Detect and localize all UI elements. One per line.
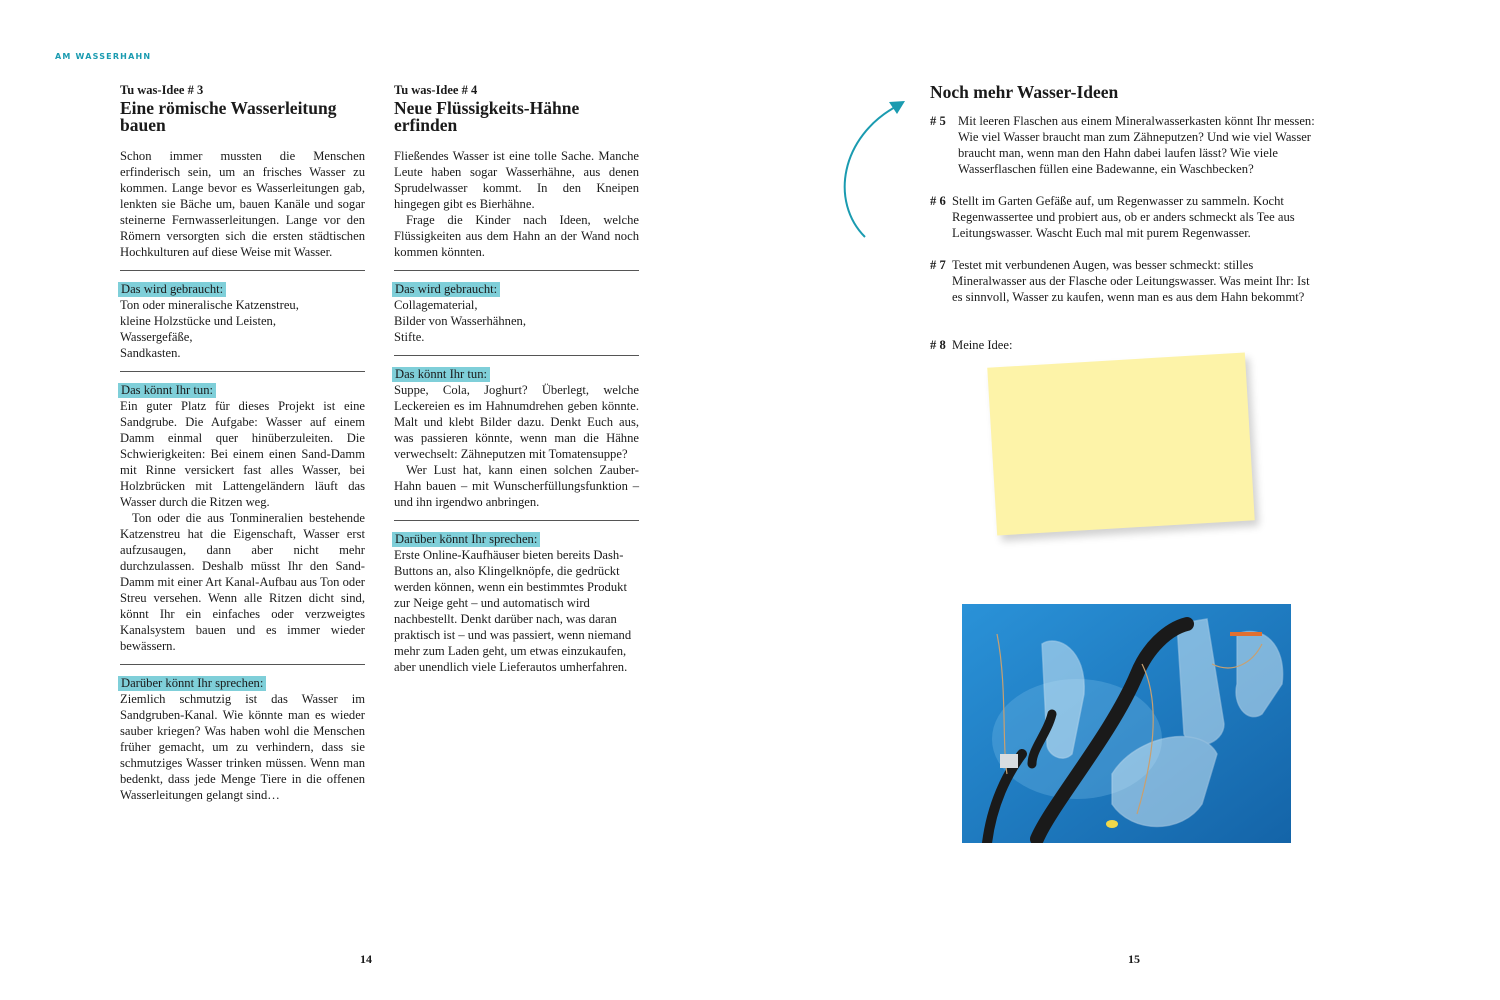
- idea-4-do-text-2: Wer Lust hat, kann einen solchen Zauber-Hahn bauen – mit Wunscherfüllungsfunktion – und ihn irgendwo anbringen.: [394, 463, 639, 509]
- idea-6: [930, 193, 1320, 241]
- idea-4-title: Neue Flüssigkeits-Hähne erfinden: [394, 98, 580, 135]
- idea-4-intro-1: Fließendes Wasser ist eine tolle Sache. Manche Leute haben sogar Wasserhähne, aus denen Sprudelwasser kommt. In den Kneipen hingegen gibt es Bierhähne.: [394, 149, 639, 211]
- divider: [120, 270, 365, 271]
- idea-4-do-text-1: Suppe, Cola, Joghurt? Überlegt, welche Leckereien es im Hahnumdrehen geben könnte. Malt und klebt Bilder dazu. Denkt Euch aus, was passieren könnte, wenn man die Hähne verwechselt: Zähneputzen mit Tomatensuppe?: [394, 383, 639, 461]
- idea-3-do-text-1: Ein guter Platz für dieses Projekt ist eine Sandgrube. Die Aufgabe: Wasser auf einem Damm einmal quer hinüberzuleiten. Die Schwierigkeiten: Bei einem einen Sand-Damm mit Rinne versickert fast alles Wasser, bei Holzbrücken mit Lattengeländern läuft das Wasser durch die Ritzen weg.: [120, 399, 365, 509]
- divider: [394, 355, 639, 356]
- idea-7-number: # 7: [930, 258, 946, 272]
- list-item: Bilder von Wasserhähnen,: [394, 314, 527, 328]
- running-head: AM WASSERHAHN: [55, 52, 152, 61]
- divider: [394, 270, 639, 271]
- idea-6-number: # 6: [930, 194, 946, 208]
- idea-4-do-label: Das könnt Ihr tun:: [392, 367, 490, 382]
- idea-3-talk-label: Darüber könnt Ihr sprechen:: [118, 676, 266, 691]
- photo-bottles-and-hoses: [962, 604, 1291, 843]
- idea-4-talk-text: Erste Online-Kaufhäuser bieten bereits Dash-Buttons an, also Klingelknöpfe, die gedrückt werden können, wenn ein bestimmtes Produkt zur Neige geht – und automatisch wird nachbestellt. Denkt darüber nach, was daran praktisch ist – und was passiert, wenn niemand mehr zum Laden geht, um etwas einzukaufen, aber unendlich viele Lieferautos umherfahren.: [394, 548, 632, 674]
- list-item: kleine Holzstücke und Leisten,: [120, 314, 276, 328]
- page-number-left: 14: [360, 952, 372, 966]
- list-item: Wassergefäße,: [120, 330, 193, 344]
- list-item: Stifte.: [394, 330, 425, 344]
- list-item: Sandkasten.: [120, 346, 181, 360]
- idea-3-title: Eine römische Wasserleitung bauen: [120, 98, 337, 135]
- divider: [120, 371, 365, 372]
- right-page-title: Noch mehr Wasser-Ideen: [930, 82, 1119, 102]
- idea-3-intro: Schon immer mussten die Menschen erfinderisch sein, um an frisches Wasser zu kommen. Lange bevor es Wasserleitungen gab, lenkten sie Bäche um, bauen Kanäle und sogar steinerne Fernwasserleitungen. Lange vor den Römern versorgten sich die ersten städtischen Hochkulturen auf diese Weise mit Wasser.: [120, 149, 365, 259]
- sticky-note: [987, 352, 1255, 535]
- idea-4-talk-label: Darüber könnt Ihr sprechen:: [392, 532, 540, 547]
- idea-8-number: # 8: [930, 338, 946, 352]
- idea-6-text: Stellt im Garten Gefäße auf, um Regenwasser zu sammeln. Kocht Regenwassertee und probiert aus, ob er anders schmeckt als Tee aus Leitungswasser. Wascht Euch mal mit purem Regenwasser.: [952, 194, 1295, 240]
- idea-4-needed-list: [394, 297, 639, 345]
- idea-3-do-text-2: Ton oder die aus Tonmineralien bestehende Katzenstreu hat die Eigenschaft, Wasser erst aufzusaugen, dann aber nicht mehr durchzulassen. Deshalb müsst Ihr den Sand-Damm mit einer Art Kanal-Aufbau aus Ton oder Streu versehen. Wenn alle Ritzen dicht sind, könnt Ihr ein einfaches oder verzweigtes Kanalsystem bauen und es immer wieder bewässern.: [120, 511, 365, 653]
- idea-8-text: Meine Idee:: [952, 338, 1013, 352]
- idea-4-needed-label: Das wird gebraucht:: [392, 282, 500, 297]
- divider: [120, 664, 365, 665]
- idea-7-text: Testet mit verbundenen Augen, was besser schmeckt: stilles Mineralwasser aus der Flasche oder Leitungswasser. Was meint Ihr: Ist es sinnvoll, Wasser zu kaufen, wenn man es aus dem Hahn bekommt?: [952, 258, 1310, 304]
- idea-3-needed-list: [120, 297, 365, 361]
- idea-4-intro-2: Frage die Kinder nach Ideen, welche Flüssigkeiten aus dem Hahn an der Wand noch kommen könnten.: [394, 213, 639, 259]
- list-item: Ton oder mineralische Katzenstreu,: [120, 298, 299, 312]
- idea-3-talk-text: Ziemlich schmutzig ist das Wasser im Sandgruben-Kanal. Wie könnte man es wieder sauber kriegen? Was haben wohl die Menschen früher gemacht, um zu verhindern, dass sie schmutziges Wasser trinken müssen. Wenn man bedenkt, dass jede Menge Tiere in die offenen Wasserleitungen gelangt sind…: [120, 692, 365, 802]
- page-number-right: 15: [1128, 952, 1140, 966]
- idea-4-kicker: Tu was-Idee # 4: [394, 83, 478, 97]
- curved-arrow-icon: [835, 92, 915, 242]
- column-idea-4: [394, 82, 639, 675]
- idea-3-needed-label: Das wird gebraucht:: [118, 282, 226, 297]
- list-item: Collagematerial,: [394, 298, 478, 312]
- idea-5-text: Mit leeren Flaschen aus einem Mineralwasserkasten könnt Ihr messen: Wie viel Wasser braucht man zum Zähneputzen? Und wie viel Wasser braucht man, wenn man den Hahn dabei laufen lässt? Wie viele Wasserflaschen füllen eine Badewanne, ein Waschbecken?: [958, 114, 1315, 176]
- divider: [394, 520, 639, 521]
- idea-3-do-label: Das könnt Ihr tun:: [118, 383, 216, 398]
- idea-7: [930, 257, 1320, 305]
- idea-5: [930, 113, 1320, 177]
- bottle-hose-illustration: [962, 604, 1291, 843]
- column-idea-3: [120, 82, 365, 803]
- idea-8: [930, 337, 1320, 353]
- idea-3-kicker: Tu was-Idee # 3: [120, 83, 204, 97]
- idea-5-number: # 5: [930, 114, 946, 128]
